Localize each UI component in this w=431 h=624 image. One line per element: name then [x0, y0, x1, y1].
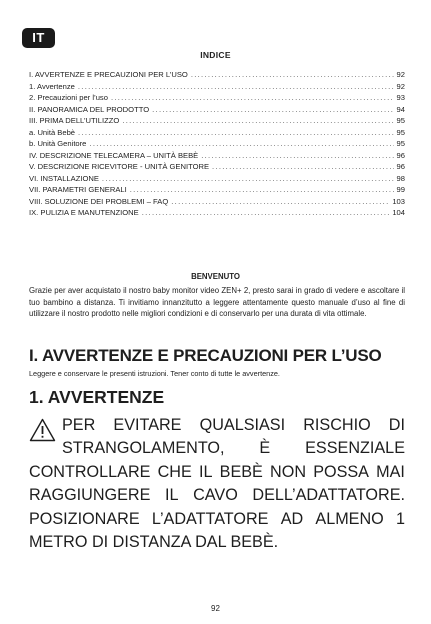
- warning-word: IL: [165, 486, 179, 505]
- toc-leader-dots: [201, 151, 393, 160]
- toc-entry: [29, 82, 405, 94]
- toc-entry: [29, 174, 405, 186]
- warning-word: IL: [198, 462, 213, 481]
- warnings-heading: 1. AVVERTENZE: [29, 387, 165, 407]
- toc-entry-label: II. PANORAMICA DEL PRODOTTO: [29, 104, 150, 114]
- toc-leader-dots: [130, 185, 394, 194]
- toc-entry-page: 96: [396, 150, 405, 160]
- toc-entry-label: I. AVVERTENZE E PRECAUZIONI PER L’USO: [29, 70, 188, 79]
- warning-word: POSIZIONARE: [29, 509, 140, 528]
- toc-entry: [29, 93, 405, 105]
- toc-entry-page: 95: [396, 116, 405, 125]
- warning-word: STRANGOLAMENTO,: [62, 439, 225, 458]
- toc-entry-label: 2. Precauzioni per l’uso: [29, 93, 108, 102]
- toc-entry-label: VII. PARAMETRI GENERALI: [29, 185, 127, 194]
- toc-entry: [29, 208, 405, 220]
- warning-word: DELL’ADATTATORE.: [252, 486, 405, 505]
- toc-title: INDICE: [200, 50, 231, 60]
- section-heading: I. AVVERTENZE E PRECAUZIONI PER L’USO: [29, 346, 382, 365]
- toc-entry-page: 93: [396, 93, 405, 102]
- toc-entry: [29, 162, 405, 174]
- welcome-title: BENVENUTO: [191, 272, 240, 281]
- toc-leader-dots: [78, 128, 394, 137]
- warning-word: METRO DI DISTANZA DAL BEBÈ.: [29, 533, 279, 552]
- toc-entry-page: 99: [396, 185, 405, 194]
- warning-word: CONTROLLARE: [29, 462, 151, 481]
- warning-word: ALMENO: [315, 509, 384, 528]
- toc-leader-dots: [212, 162, 394, 171]
- toc-entry-label: IV. DESCRIZIONE TELECAMERA – UNITÀ BEBÈ: [29, 150, 199, 160]
- warning-word: È: [259, 439, 271, 458]
- warning-line: [29, 461, 405, 484]
- toc-leader-dots: [122, 116, 393, 125]
- toc-entry-page: 98: [396, 173, 405, 183]
- warning-word: 1: [395, 509, 405, 528]
- warning-word: AD: [280, 509, 304, 528]
- warning-text: [29, 414, 405, 554]
- toc-entry-label: V. DESCRIZIONE RICEVITORE - UNITÀ GENITORE: [29, 162, 210, 171]
- toc-entry-label: VIII. SOLUZIONE DEI PROBLEMI – FAQ: [29, 196, 169, 206]
- welcome-paragraph: Grazie per aver acquistato il nostro baby monitor video ZEN+ 2, presto sarai in grado di vedere e ascoltare il tuo bambino a distanza. Ti invitiamo innanzitutto a leggere attentamente questo manuale d’uso al fine di utilizzare il nostro prodotto nelle migliori condizioni e di conservarlo per una durata di vita ottimale.: [29, 286, 405, 319]
- toc-entry-label: b. Unità Genitore: [29, 139, 87, 148]
- toc-leader-dots: [78, 82, 394, 91]
- toc-leader-dots: [142, 208, 390, 217]
- toc-leader-dots: [102, 174, 394, 183]
- warning-word: L’ADATTATORE: [151, 509, 269, 528]
- toc-entry-page: 92: [396, 70, 405, 79]
- page-number: 92: [211, 604, 220, 613]
- toc-entry-page: 104: [392, 208, 405, 217]
- toc-entry-page: 92: [396, 81, 405, 91]
- toc-entry: [29, 70, 405, 82]
- warning-line: [29, 508, 405, 531]
- toc-entry-label: 1. Avvertenze: [29, 81, 75, 91]
- toc-entry: [29, 185, 405, 197]
- toc-entry-page: 103: [392, 196, 405, 206]
- toc-leader-dots: [89, 139, 393, 148]
- toc-entry: [29, 151, 405, 163]
- warning-word: QUALSIASI: [199, 416, 286, 434]
- warning-word: NON: [270, 462, 307, 481]
- toc-entry-label: IX. PULIZIA E MANUTENZIONE: [29, 208, 139, 217]
- toc-entry: [29, 197, 405, 209]
- warning-word: POSSA: [313, 462, 369, 481]
- warning-word: CHE: [157, 462, 192, 481]
- warning-line: [29, 531, 405, 554]
- warning-word: BEBÈ: [219, 462, 263, 481]
- toc-entry: [29, 128, 405, 140]
- language-badge: IT: [22, 28, 55, 48]
- warning-word: CAVO: [193, 486, 238, 505]
- warning-line: [29, 437, 405, 460]
- warning-word: DI: [388, 416, 405, 434]
- table-of-contents: [29, 70, 405, 220]
- warning-word: RAGGIUNGERE: [29, 486, 151, 505]
- toc-entry-label: a. Unità Bebè: [29, 127, 76, 137]
- toc-entry-page: 95: [396, 127, 405, 137]
- toc-entry: [29, 116, 405, 128]
- warning-word: EVITARE: [113, 416, 182, 434]
- warning-word: ESSENZIALE: [305, 439, 405, 458]
- toc-entry: [29, 139, 405, 151]
- toc-entry-page: 95: [396, 139, 405, 148]
- warning-line: [29, 484, 405, 507]
- toc-entry-label: VI. INSTALLAZIONE: [29, 173, 99, 183]
- toc-leader-dots: [152, 105, 393, 114]
- section-subtitle: Leggere e conservare le presenti istruzioni. Tener conto di tutte le avvertenze.: [29, 369, 280, 378]
- toc-entry: [29, 105, 405, 117]
- warning-line: [29, 414, 405, 437]
- toc-leader-dots: [111, 93, 394, 102]
- warning-word: RISCHIO: [303, 416, 371, 434]
- toc-entry-label: III. PRIMA DELL’UTILIZZO: [29, 116, 120, 125]
- toc-entry-page: 94: [396, 104, 405, 114]
- toc-leader-dots: [191, 70, 394, 79]
- toc-entry-page: 96: [396, 162, 405, 171]
- warning-word: MAI: [376, 462, 405, 481]
- toc-leader-dots: [171, 197, 389, 206]
- warning-word: PER: [62, 416, 96, 434]
